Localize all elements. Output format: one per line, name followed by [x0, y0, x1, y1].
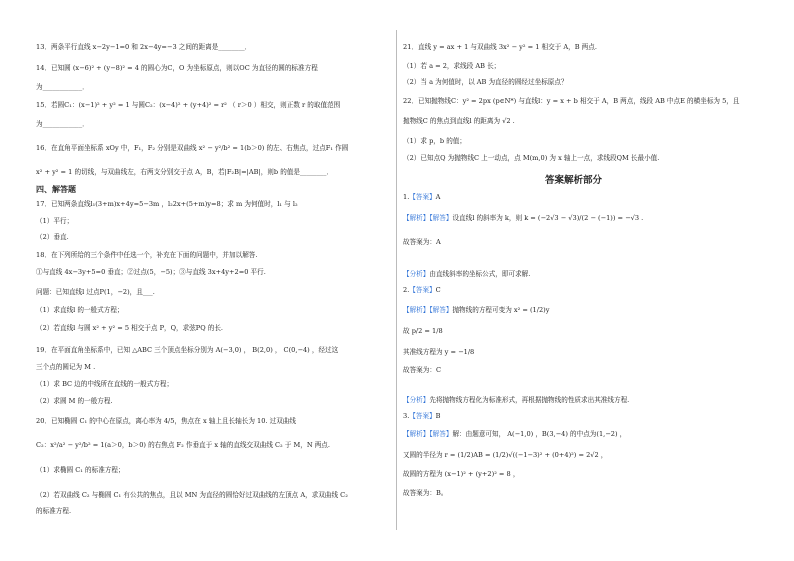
answer-1-number: 1.	[403, 193, 410, 201]
answer-2-explanation-text: 抛物线的方程可变为 x² = (1/2)y	[452, 306, 550, 314]
question-20-line1: 20．已知椭圆 C₁ 的中心在原点，离心率为 4/5，焦点在 x 轴上且长轴长为 10. 过双曲线	[36, 417, 296, 425]
section-heading-answers: 四、解答题	[36, 185, 76, 194]
answer-2-conclusion: 故答案为：C	[403, 366, 442, 374]
answer-3-step2: 又圆的半径为 r = (1/2)AB = (1/2)√((−1−3)² + (0+4)²) = 2√2 ，	[403, 451, 608, 459]
question-20-part2-line1: （2）若双曲线 C₂ 与椭圆 C₁ 有公共的焦点，且以 MN 为直径的圆恰好过双曲线的左顶点 A，求双曲线 C₂	[36, 491, 348, 499]
answer-2-tag: 【答案】	[409, 286, 436, 294]
question-18: 18．在下列所给的三个条件中任选一个，补充在下面的问题中，并加以解答.	[36, 251, 258, 259]
answer-2-header	[403, 286, 441, 295]
answer-1-analysis-text: 由直线斜率的坐标公式，即可求解.	[429, 270, 531, 278]
answer-1-tag: 【答案】	[409, 193, 436, 201]
question-19-line1: 19．在平面直角坐标系中，已知 △ABC 三个顶点坐标分别为 A(−3,0) ， B(2,0) ， C(0,−4) ，经过这	[36, 346, 339, 354]
answer-section-title: 答案解析部分	[545, 175, 603, 186]
answer-1-header	[403, 193, 440, 202]
question-17-part2: （2）垂直.	[36, 233, 69, 241]
question-22-part2: （2）已知点Q 为抛物线C 上一动点，点 M(m,0) 为 x 轴上一点，求线段QM 长最小值.	[403, 154, 660, 162]
answer-3-value: B	[435, 412, 441, 420]
right-column	[397, 0, 794, 561]
question-19-part2: （2）求圆 M 的一般方程.	[36, 397, 113, 405]
answer-1-analysis-tag: 【分析】	[403, 270, 430, 278]
answer-3-explanation	[403, 430, 626, 439]
question-22-line2: 抛物线C 的焦点到直线l 的距离为 √2 .	[403, 117, 515, 125]
answer-2-explanation	[403, 306, 549, 315]
question-13: 13．两条平行直线 x−2y−1=0 和 2x−4y=−3 之间的距离是________．	[36, 43, 252, 51]
answer-1-explanation-tag: 【解析】【解答】	[403, 214, 453, 222]
answer-3-explanation-text: 解：由题意可知， A(−1,0) ，B(3,−4) 的中点为(1,−2) ，	[452, 430, 627, 438]
question-14-line1: 14．已知圆 (x−6)² + (y−8)² = 4 的圆心为C，O 为坐标原点，则以OC 为直径的圆的标准方程	[36, 64, 318, 72]
question-15-line1: 15．若圆C₁：(x−1)² + y² = 1 与圆C₂：(x−4)² + (y+4)² = r² （ r＞0 ）相交，则正数 r 的取值范围	[36, 101, 341, 109]
answer-3-conclusion: 故答案为：B。	[403, 489, 448, 497]
answer-2-number: 2.	[403, 286, 410, 294]
question-22-part1: （1）求 p，b 的值；	[403, 137, 466, 145]
question-22-line1: 22．已知抛物线C：y² = 2px (p∈N*) 与直线l：y = x + b 相交于 A，B 两点，线段 AB 中点E 的横坐标为 5，且	[403, 97, 740, 105]
answer-2-analysis-tag: 【分析】	[403, 396, 430, 404]
answer-1-explanation	[403, 214, 643, 223]
question-14-line2: 为____________．	[36, 83, 89, 91]
question-18-options: ①与直线 4x−3y+5=0 垂直；②过点(5，−5)；③与直线 3x+4y+2=0 平行.	[36, 268, 266, 276]
answer-2-value: C	[435, 286, 441, 294]
answer-2-analysis-text: 先将抛物线方程化为标准形式，再根据抛物线的性质求出其准线方程.	[429, 396, 630, 404]
question-20-part2-line2: 的标准方程.	[36, 507, 72, 515]
answer-3-number: 3.	[403, 412, 410, 420]
answer-2-explanation-tag: 【解析】【解答】	[403, 306, 453, 314]
answer-2-step2: 故 p/2 = 1/8	[403, 327, 443, 335]
question-17: 17．已知两条直线l₁(3+m)x+4y=5−3m ，l₂2x+(5+m)y=8；求 m 为何值时，l₁ 与 l₂	[36, 200, 298, 208]
question-18-part1: （1）求直线l 的一般式方程；	[36, 306, 124, 314]
question-20-part1: （1）求椭圆 C₁ 的标准方程；	[36, 466, 125, 474]
question-17-part1: （1）平行；	[36, 217, 74, 225]
question-16-line2: x² + y² = 1 的切线，与双曲线左，右两支分别交于点 A，B，若|F₂B|=|AB|，则b 的值是________．	[36, 168, 333, 176]
answer-3-explanation-tag: 【解析】【解答】	[403, 430, 453, 438]
answer-2-step3: 其准线方程为 y = −1/8	[403, 348, 475, 356]
question-15-line2: 为____________．	[36, 120, 89, 128]
answer-3-step3: 故圆的方程为 (x−1)² + (y+2)² = 8 ，	[403, 470, 520, 478]
question-18-problem: 问题：已知直线l 过点P(1，−2)，且___.	[36, 288, 155, 296]
question-19-line2: 三个点的圆记为 M .	[36, 363, 96, 371]
answer-1-analysis	[403, 270, 530, 279]
question-20-line2: C₂：x²/a² − y²/b² = 1(a＞0，b＞0) 的右焦点 F₂ 作垂直于 x 轴的直线交双曲线 C₂ 于 M，N 两点.	[36, 441, 330, 449]
answer-2-analysis	[403, 396, 629, 405]
answer-3-tag: 【答案】	[409, 412, 436, 420]
question-18-part2: （2）若直线l 与圆 x² + y² = 5 相交于点 P，Q，求弦PQ 的长.	[36, 324, 224, 332]
answer-1-explanation-text: 设直线l 的斜率为 k，则 k = (−2√3 − √3)/(2 − (−1)) = −√3 .	[452, 214, 644, 222]
answer-3-header	[403, 412, 441, 421]
question-19-part1: （1）求 BC 边的中线所在直线的一般式方程；	[36, 380, 174, 388]
question-21: 21．直线 y = ax + 1 与双曲线 3x² − y² = 1 相交于 A，B 两点.	[403, 43, 597, 51]
question-21-part2: （2）当 a 为何值时，以 AB 为直径的圆经过坐标原点？	[403, 78, 568, 86]
question-16-line1: 16．在直角平面坐标系 xOy 中，F₁，F₂ 分别是双曲线 x² − y²/b² = 1(b＞0) 的左、右焦点，过点F₁ 作圆	[36, 144, 349, 152]
answer-1-value: A	[435, 193, 441, 201]
answer-1-conclusion: 故答案为：A	[403, 238, 441, 246]
question-21-part1: （1）若 a = 2，求线段 AB 长；	[403, 62, 501, 70]
